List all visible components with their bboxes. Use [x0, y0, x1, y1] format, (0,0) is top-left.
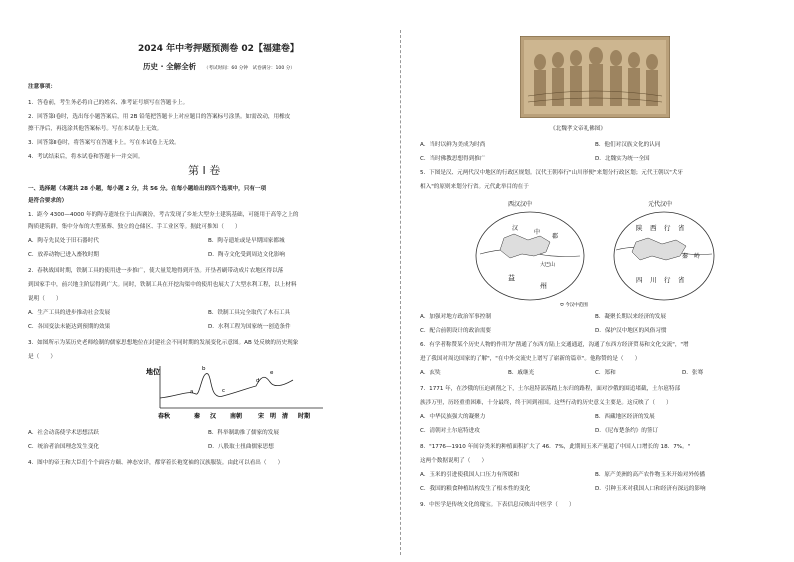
q6-option-a: A．玄奘: [420, 370, 441, 376]
period-label: 汉: [210, 413, 217, 420]
q3-option-b: B．科举制助推了儒家的发展: [208, 430, 279, 436]
q3-stem: 是（ ）: [28, 354, 56, 360]
q7-option-d: D．《尼布楚条约》的签订: [595, 428, 659, 434]
q9-stem: 9．中医学是传统文化的瑰宝。下表信息反映出中医学（ ）: [420, 502, 575, 508]
period-label: 时期: [298, 413, 311, 420]
image-caption: 《北魏孝文帝礼佛图》: [550, 126, 606, 132]
q2-stem: 2．春秋战国时期，铁制工具的使用进一步推广，使大量荒地得到开垦。开垦者刷带动成片农地区得以落: [28, 268, 284, 274]
section-heading: 一、选择题（本题共 28 小题，每小题 2 分，共 56 分。在每小题给出的四个选项中，只有一项: [28, 186, 267, 192]
map-legend: ⬭ 今汉中范围: [560, 303, 588, 308]
section-heading-cont: 是符合要求的）: [28, 198, 68, 204]
period-label: 秦: [194, 413, 201, 420]
map-label: 郡: [552, 233, 559, 240]
map-label: 州: [540, 282, 547, 290]
q1-option-c: C．放养动物已进入畜牧时期: [28, 252, 100, 258]
map-label: 省: [678, 224, 685, 232]
q5-stem: 相入"的原则来划分行省。元代此举目的在于: [420, 184, 529, 190]
period-label: 春秋: [158, 413, 171, 420]
q8-stem: 8．"1776—1910 年间谷类米的种植面积扩大了 46．7%，此期间玉米产量超了中国人口增长的 18．7%。": [420, 444, 691, 450]
q3-option-a: A．社会动荡使学术思想活跃: [28, 430, 99, 436]
q4-option-d: D．北魏实为统一全国: [595, 156, 650, 162]
notice-item: 擦干净后，再选涂其他答案标号。写在本试卷上无效。: [28, 126, 163, 132]
map-label: 西: [650, 224, 657, 232]
q8-option-c: C．我国的粮食种植结构发生了根本性的变化: [420, 486, 531, 492]
notice-item: 3．回答第Ⅱ卷时，将答案写在答题卡上。写在本试卷上无效。: [28, 140, 180, 146]
q7-option-a: A．中华民族强大的凝聚力: [420, 414, 486, 420]
exam-subtitle: 历史 · 全解全析 （考试时间：60 分钟 试卷满分：100 分）: [143, 62, 295, 71]
period-label: 明: [270, 413, 277, 420]
period-label: 南朝: [230, 413, 243, 420]
q6-stem: 6．有学者称赞某个历史人物的作用为"凿通了东西方陆上交通通道，沟通了东西方经济贸易和文化交流"，"增: [420, 342, 689, 348]
period-label: 清: [282, 413, 289, 420]
notice-item: 1．答卷前，考生务必将自己的姓名、准考证号填写在答题卡上。: [28, 100, 189, 106]
map-label: 益: [508, 274, 515, 282]
q5-option-d: D．保护汉中地区的风俗习惯: [595, 328, 667, 334]
map-label: 行: [664, 224, 671, 232]
q6-option-c: C．郑和: [595, 370, 616, 376]
q2-option-c: C．各国变法未能达到预期的效果: [28, 324, 111, 330]
map-label: 省: [678, 276, 685, 284]
q8-option-b: B．原产美洲的高产农作物玉米开始对外传播: [595, 472, 706, 478]
q1-option-a: A．陶寺先民处于旧石器时代: [28, 238, 99, 244]
q5-option-c: C．配合前朝设计的政治需要: [420, 328, 492, 334]
q3-option-d: D．八股取士扭曲儒家思想: [208, 444, 274, 450]
exam-title: 2024 年中考押题预测卷 02【福建卷】: [138, 44, 299, 54]
map-label: 行: [664, 276, 671, 284]
q8-option-a: A．玉米的引进使我国人口压力有所缓和: [420, 472, 519, 478]
q5-stem: 5．下图是汉、元两代汉中地区的行政区规划。汉代王朝奉行"山川形便"来划分行政区划；元代王朝以"犬牙: [420, 170, 683, 176]
map-right-title: 元代汉中: [648, 201, 673, 208]
q7-stem: 7．1771 年，在沙俄的压迫剥削之下，土尔扈特部落踏上东归的路程，面对沙俄的围追堵截，土尔扈特部: [420, 386, 681, 392]
q6-option-b: B．戚继光: [508, 370, 535, 376]
q8-stem: 这两个数据说明了（ ）: [420, 458, 488, 464]
map-label: 川: [650, 276, 657, 284]
status-curve: [160, 374, 293, 398]
map-label: 大巴山: [540, 262, 556, 268]
q4-option-a: A．当时以鲜为美成为时尚: [420, 142, 486, 148]
q7-option-c: C．清朝对土尔扈特进攻: [420, 428, 480, 434]
q3-option-c: C．统治者治国理念发生变化: [28, 444, 100, 450]
point-a: a: [190, 389, 194, 395]
q1-stem: 1．距今 4300—4000 年的陶寺遗址位于山西襄汾，考古发现了乡址大型夯土建筑基础，可能用于高等之上的: [28, 212, 299, 218]
q1-stem: 陶质建筑群，集中分布的大型墓葬、独立的仓储区、手工业区等。据此可推知（ ）: [28, 224, 241, 230]
notice-item: 2．回答第Ⅰ卷时，选出每小题答案后，用 2B 铅笔把答题卡上对应题目的答案标号涂黑。如需改动，用橡皮: [28, 114, 291, 120]
q4-option-b: B．他们对汉族文化的认同: [595, 142, 661, 148]
map-label: 陕: [636, 224, 643, 232]
column-divider: [400, 30, 401, 555]
confucian-status-diagram: [138, 360, 338, 422]
q6-option-d: D．张骞: [682, 370, 704, 376]
volume-title: 第 I 卷: [188, 164, 221, 177]
q7-stem: 族涉万里，历经重重困难，十分最终，终于回到祖国。这些行动的历史意义主要是。这反映了（ ）: [420, 400, 672, 406]
map-label: 汉: [512, 225, 519, 232]
map-label: 秦: [682, 253, 689, 260]
q5-option-b: B．凝聚长期以来经济的发展: [595, 314, 666, 320]
q5-option-a: A．加强对地方政治军事控制: [420, 314, 491, 320]
map-label: 中: [534, 229, 541, 236]
map-left-outline: [476, 212, 584, 300]
relief-image: [520, 36, 670, 118]
q2-option-b: B．铁制工具完全取代了木石工具: [208, 310, 291, 316]
q2-stem: 到国家手中，前兴地主阶层得到广大。同时，铁制工具在开挖沟渠中的使用也展大了大型水利工程，以上材料: [28, 282, 297, 288]
q7-option-b: B．西藏地区经济的发展: [595, 414, 655, 420]
map-left-title: 西汉汉中: [508, 201, 533, 208]
period-label: 宋: [258, 413, 265, 420]
point-c: c: [222, 388, 226, 394]
q2-option-a: A．生产工具的进步推动社会发展: [28, 310, 111, 316]
q6-stem: 进了我国对周边国家的了解"，"在中外交流史上谱写了崭新的篇章"。他称赞的是（ ）: [420, 356, 641, 362]
q4-stem: 4．图中的帝王和大臣们个个面容方颐、神态安详，都穿着长袍宽袖的汉族服装。由此可以看出（ ）: [28, 460, 284, 466]
notice-item: 4．考试结束后，将本试卷和答题卡一并交回。: [28, 154, 144, 160]
hanzhong-maps: [470, 196, 720, 308]
q8-option-d: D．引种玉米对我国人口和经济有深远的影响: [595, 486, 706, 492]
notice-heading: 注意事项：: [28, 84, 56, 90]
point-b: b: [202, 366, 206, 372]
q1-option-d: D．陶寺文化受到周边文化影响: [208, 252, 286, 258]
q2-stem: 说明（ ）: [28, 296, 62, 302]
y-axis-label: 地位: [146, 368, 160, 376]
q4-option-c: C．当时佛教思想得到推广: [420, 156, 486, 162]
q3-stem: 3．如图所示为某历史老师绘制的儒家思想地位在封建社会不同时期的发展变化示意图。AB 处反映的历史现象: [28, 340, 299, 346]
q2-option-d: D．水利工程为国家统一创造条件: [208, 324, 291, 330]
map-label: 岭: [694, 253, 701, 260]
point-d: d: [256, 378, 260, 384]
point-e: e: [270, 370, 274, 376]
map-label: 四: [636, 276, 643, 284]
q1-option-b: B．陶寺遗址或是早期国家都城: [208, 238, 285, 244]
